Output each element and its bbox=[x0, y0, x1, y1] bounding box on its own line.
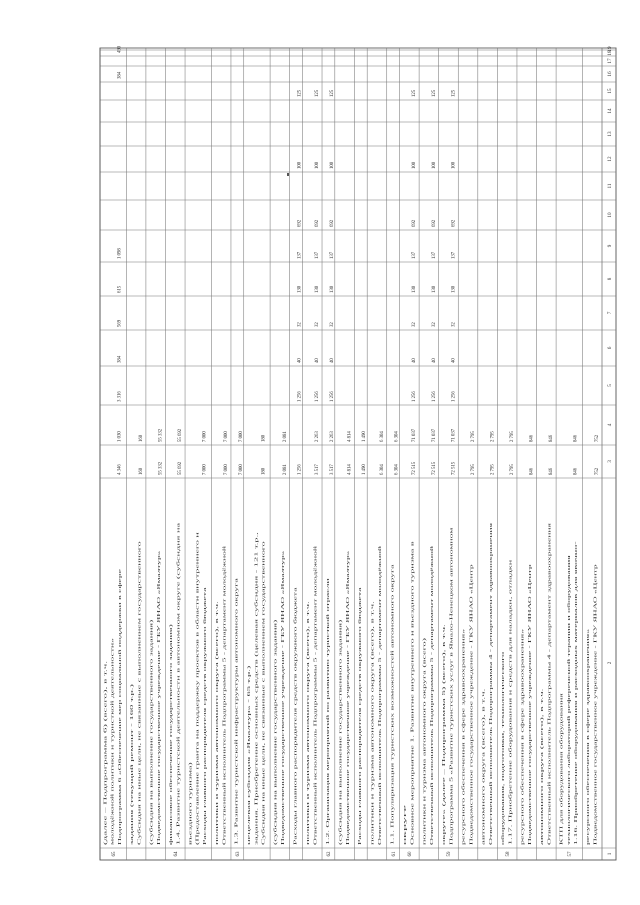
table-row bbox=[480, 431, 495, 845]
cell-value: 125 bbox=[451, 89, 457, 97]
table-row bbox=[370, 431, 385, 845]
cell-value: 1 256 bbox=[297, 391, 303, 402]
table-row bbox=[585, 434, 600, 845]
cell-value: 384 bbox=[117, 355, 123, 363]
cell-value: 130 bbox=[297, 285, 303, 293]
row-description: (Предоставление гранта на поддержку проектов в области внутреннего и bbox=[194, 701, 200, 845]
cell-value: 692 bbox=[412, 219, 418, 227]
table-row bbox=[187, 431, 207, 845]
row-description: Подведомственное государственное учреждение - ГКУ ЯНАО «Центр bbox=[526, 707, 532, 845]
cell-value: 2 795 bbox=[470, 431, 476, 442]
row-description: КТП для оборудования оборудования bbox=[558, 771, 564, 845]
column-number: 2 bbox=[606, 661, 613, 665]
row-description: Подпрограмма 5 «Развитие туристских услуг в Ямало-Ненецком автономном bbox=[448, 693, 454, 845]
cell-value: 40 bbox=[431, 358, 437, 363]
row-number: 57 bbox=[567, 851, 573, 857]
column-number: 12 bbox=[606, 156, 613, 162]
cell-value: 6 304 bbox=[394, 464, 400, 475]
cell-value: 40 bbox=[329, 358, 335, 363]
cell-value: 3 517 bbox=[329, 464, 335, 475]
table-row bbox=[500, 431, 515, 857]
cell-value: 40 bbox=[451, 358, 457, 363]
row-description: (далее – Подпрограмма 6) (всего), в т.ч. bbox=[102, 767, 108, 845]
cell-value: 752 bbox=[595, 434, 601, 442]
cell-value: 4 346 bbox=[117, 464, 123, 475]
column-number: 5 bbox=[606, 384, 613, 387]
cell-value: 100 bbox=[431, 161, 437, 169]
row-description: 1.16. Приобретение оборудования и расходных материалов для явочно- bbox=[573, 705, 579, 845]
table-row bbox=[168, 428, 183, 856]
table-row bbox=[357, 431, 367, 845]
cell-value: 71 037 bbox=[412, 428, 418, 442]
row-description: Подведомственное государственное учреждение - ГБУ ЯНАО «Ямалтур» bbox=[344, 701, 350, 845]
row-description: Ответственный исполнитель Подпрограммы 5 - департамент молодёжной bbox=[429, 700, 435, 845]
row-description: нецелевая субсидия «Ямалтур» - 65 т.р.) bbox=[246, 766, 252, 845]
cell-value: 32 bbox=[431, 322, 437, 327]
column-number: 11 bbox=[606, 183, 613, 189]
row-description: Расходы главного распорядителя средств окружного бюджета bbox=[292, 724, 298, 845]
cell-value: 2 795 bbox=[490, 431, 496, 442]
table-row bbox=[558, 434, 578, 856]
row-description: Ответственный исполнитель Подпрограммы 4 - департамент здравоохранения bbox=[487, 691, 493, 845]
cell-value: 615 bbox=[117, 285, 123, 293]
row-description: 1.17. Приобретение оборудования и средств для наладки, отладки bbox=[507, 716, 513, 845]
table-row bbox=[102, 45, 122, 856]
cell-value: 1 256 bbox=[412, 391, 418, 402]
row-description: (субсидия на выполнение государственного задания) bbox=[272, 741, 278, 845]
column-number: 15 bbox=[606, 88, 613, 94]
row-description: 1.3. Развитие туристской инфраструктуры автономного округа bbox=[233, 722, 239, 845]
cell-value: 125 bbox=[412, 89, 418, 97]
scan-speck bbox=[287, 173, 289, 176]
cell-value: 6 304 bbox=[394, 431, 400, 442]
cell-value: 1 256 bbox=[431, 391, 437, 402]
column-number: 17 bbox=[606, 58, 613, 64]
cell-value: 1 490 bbox=[362, 431, 368, 442]
cell-value: 55 332 bbox=[158, 428, 164, 442]
cell-value: 3 517 bbox=[315, 464, 321, 475]
cell-value: 692 bbox=[329, 219, 335, 227]
row-description: задания. Приобретение основных средств (целевая субсидия - 121 т.р., bbox=[253, 706, 259, 845]
cell-value: 40 bbox=[315, 358, 321, 363]
cell-value: 160 bbox=[139, 434, 145, 442]
cell-value: 2 263 bbox=[329, 431, 335, 442]
table-row bbox=[234, 431, 244, 857]
cell-value: 40 bbox=[297, 358, 303, 363]
row-number: 58 bbox=[505, 851, 511, 857]
cell-value: 137 bbox=[315, 251, 321, 259]
cell-value: 2 795 bbox=[510, 431, 516, 442]
table-row bbox=[390, 431, 400, 857]
cell-value: 1 256 bbox=[297, 464, 303, 475]
row-description: Ответственный исполнитель Подпрограммы 4 - департамент здравоохранения bbox=[546, 691, 552, 845]
cell-value: 130 bbox=[431, 285, 437, 293]
column-number: 13 bbox=[606, 131, 613, 137]
column-number: 4 bbox=[606, 423, 613, 427]
cell-value: 2 081 bbox=[282, 431, 288, 442]
row-description: округе» (далее – Подпрограмма 5) (всего), в т.ч. bbox=[441, 751, 447, 845]
table-row bbox=[422, 89, 437, 845]
column-number: 10 bbox=[606, 212, 613, 218]
cell-value: 72 515 bbox=[431, 461, 437, 475]
cell-value: 2 081 bbox=[282, 464, 288, 475]
row-number: 65 bbox=[111, 851, 117, 857]
column-number-header bbox=[607, 46, 613, 855]
row-number: 64 bbox=[173, 851, 179, 857]
cell-value: 72 515 bbox=[412, 461, 418, 475]
row-description: Подведомственное государственное учреждение - ГБУ ЯНАО «Ямалтур» bbox=[155, 701, 161, 845]
cell-value: 180 bbox=[261, 467, 267, 475]
cell-value: 32 bbox=[329, 322, 335, 327]
cell-value: 1 030 bbox=[117, 431, 123, 442]
row-description: (субсидия на выполнение государственного задания) bbox=[337, 741, 343, 845]
cell-value: 846 bbox=[529, 467, 535, 475]
cell-value: 125 bbox=[297, 89, 303, 97]
row-description: округе bbox=[402, 832, 408, 845]
column-number: 8 bbox=[606, 277, 613, 281]
row-description: Субсидия на иные цели, не связанные с выполнением государственного bbox=[136, 704, 142, 845]
cell-value: 569 bbox=[117, 319, 123, 327]
cell-value: 7 000 bbox=[238, 431, 244, 442]
cell-value: 7 000 bbox=[202, 464, 208, 475]
cell-value: 2 795 bbox=[470, 464, 476, 475]
row-description: Подведомственное государственное учреждение - ГКУ ЯНАО «Центр bbox=[592, 707, 598, 845]
cell-value: 1 098 bbox=[117, 248, 123, 259]
row-description: технологического лабораторий референсной терапии и оборудования bbox=[565, 709, 571, 845]
column-number: 7 bbox=[606, 311, 613, 315]
cell-value: 100 bbox=[315, 161, 321, 169]
cell-value: 1 490 bbox=[362, 464, 368, 475]
cell-value: 2 795 bbox=[510, 464, 516, 475]
row-description: политики и туризма автономного округа (всего), в т.ч. bbox=[369, 739, 375, 845]
cell-value: 55 332 bbox=[158, 461, 164, 475]
row-description: политики и туризма автономного округа (всего), в т.ч. bbox=[213, 739, 219, 845]
cell-value: 6 304 bbox=[379, 464, 385, 475]
row-description: 1.1. Популяризация туристских возможностей автономного округа bbox=[389, 714, 395, 845]
cell-value: 125 bbox=[315, 89, 321, 97]
row-description: финансовое обеспечение государственного задания) bbox=[167, 742, 173, 845]
cell-value: 32 bbox=[412, 322, 418, 327]
cell-value: 180 bbox=[261, 434, 267, 442]
cell-value: 130 bbox=[329, 285, 335, 293]
cell-value: 846 bbox=[573, 434, 579, 442]
cell-value: 137 bbox=[412, 251, 418, 259]
cell-value: 137 bbox=[431, 251, 437, 259]
row-description: ресурсного обеспечения в сфере здравоохранения» bbox=[519, 744, 525, 845]
table-row bbox=[305, 89, 320, 845]
row-description: политики и туризма автономного округа (всего), в т.ч. bbox=[304, 739, 310, 845]
cell-value: 137 bbox=[297, 251, 303, 259]
cell-value: 160 bbox=[139, 467, 145, 475]
cell-value: 692 bbox=[431, 219, 437, 227]
row-description: автономного округа (всего), в т.ч. bbox=[480, 779, 486, 845]
cell-value: 7 000 bbox=[224, 431, 230, 442]
cell-value: 125 bbox=[329, 89, 335, 97]
cell-value: 846 bbox=[549, 434, 555, 442]
cell-value: 130 bbox=[451, 285, 457, 293]
row-description: Расходы главного распорядителя средств окружного бюджета bbox=[202, 724, 208, 845]
cell-value: 490 bbox=[117, 45, 123, 53]
cell-value: 71 037 bbox=[431, 428, 437, 442]
row-description: Подпрограмма 6 «Обеспечение мер социальной поддержки в сфере bbox=[116, 712, 122, 845]
column-number: 14 bbox=[606, 108, 613, 114]
cell-value: 32 bbox=[315, 322, 321, 327]
row-number: 59 bbox=[447, 851, 453, 857]
row-description: Ответственный исполнитель Подпрограммы 5 - департамент молодёжной bbox=[221, 700, 227, 845]
row-description: ресурсного обеспечения в сфере здравоохранения» bbox=[460, 744, 466, 845]
cell-value: 4 814 bbox=[347, 431, 353, 442]
cell-value: 71 037 bbox=[451, 428, 457, 442]
column-number: 19 bbox=[606, 46, 613, 52]
row-description: автономного округа (всего), в т.ч. bbox=[539, 779, 545, 845]
cell-value: 55 692 bbox=[178, 428, 184, 442]
cell-value: 32 bbox=[451, 322, 457, 327]
table-row bbox=[214, 431, 229, 845]
row-description: Ответственный исполнитель Подпрограммы 5 - департамент молодёжной bbox=[377, 700, 383, 845]
table-row bbox=[292, 89, 302, 845]
column-number: 6 bbox=[606, 346, 613, 350]
table-row bbox=[461, 431, 476, 845]
row-number: 62 bbox=[327, 851, 333, 857]
cell-value: 2 263 bbox=[315, 431, 321, 442]
column-number: 1 bbox=[606, 852, 613, 856]
cell-value: 100 bbox=[329, 161, 335, 169]
cell-value: 846 bbox=[549, 467, 555, 475]
row-description: въездного туризма) bbox=[187, 807, 193, 845]
cell-value: 72 515 bbox=[451, 461, 457, 475]
cell-value: 100 bbox=[451, 161, 457, 169]
cell-value: 32 bbox=[297, 322, 303, 327]
cell-value: 55 692 bbox=[178, 461, 184, 475]
cell-value: 846 bbox=[573, 467, 579, 475]
cell-value: 125 bbox=[431, 89, 437, 97]
cell-value: 7 000 bbox=[238, 464, 244, 475]
cell-value: 2 795 bbox=[490, 464, 496, 475]
cell-value: 137 bbox=[329, 251, 335, 259]
cell-value: 4 814 bbox=[347, 464, 353, 475]
table-row bbox=[246, 434, 267, 845]
table-row bbox=[402, 89, 417, 856]
cell-value: 100 bbox=[412, 161, 418, 169]
row-description: (субсидия на выполнение государственного задания) bbox=[148, 741, 154, 845]
cell-value: 40 bbox=[412, 358, 418, 363]
table-row bbox=[539, 434, 554, 845]
cell-value: 1 256 bbox=[451, 391, 457, 402]
table-row bbox=[273, 431, 288, 845]
table-row bbox=[129, 434, 144, 845]
cell-value: 384 bbox=[117, 71, 123, 79]
row-number: 60 bbox=[408, 851, 414, 857]
row-description: Подведомственное государственное учреждение - ГКУ ЯНАО «Центр bbox=[468, 707, 474, 845]
row-description: Основное мероприятие 1. Развитие внутреннего и въездного туризма в bbox=[409, 706, 415, 845]
table-row bbox=[519, 434, 534, 845]
cell-value: 130 bbox=[315, 285, 321, 293]
cell-value: 137 bbox=[451, 251, 457, 259]
row-description: Расходы главного распорядителя средств окружного бюджета bbox=[357, 724, 363, 845]
cell-value: 130 bbox=[412, 285, 418, 293]
cell-value: 1 256 bbox=[315, 391, 321, 402]
column-number: 3 bbox=[606, 460, 613, 463]
cell-value: 692 bbox=[315, 219, 321, 227]
table-row bbox=[148, 428, 163, 845]
row-description: Ответственный исполнитель Подпрограммы 5 - департамент молодёжной bbox=[312, 700, 318, 845]
cell-value: 6 304 bbox=[379, 431, 385, 442]
cell-value: 1 256 bbox=[329, 391, 335, 402]
row-description: молодёжной политики и туристкой деятельности» bbox=[109, 746, 115, 845]
cell-value: 692 bbox=[451, 219, 457, 227]
cell-value: 7 000 bbox=[202, 431, 208, 442]
table-body bbox=[102, 45, 600, 856]
row-description: политики и туризма автономного округа (всего) bbox=[421, 751, 427, 845]
table-row bbox=[337, 431, 352, 845]
cell-value: 3 316 bbox=[117, 391, 123, 402]
cell-value: 100 bbox=[297, 161, 303, 169]
cell-value: 7 000 bbox=[224, 464, 230, 475]
row-description: 1.2. Организация мероприятий по развитию туристкой отрасли bbox=[324, 721, 330, 845]
table-row bbox=[441, 89, 456, 856]
table-row bbox=[325, 89, 335, 856]
row-description: Подведомственное государственное учреждение - ГБУ ЯНАО «Ямалтур» bbox=[280, 701, 286, 845]
row-description: Субсидия на иные цели, не связанные с выполнением государственного bbox=[260, 704, 266, 845]
row-description: задания (текущий ремонт - 160 т.р.) bbox=[128, 775, 134, 845]
row-description: ресурсного обеспечения в сфере здравоохранения» bbox=[584, 744, 590, 845]
row-number: 61 bbox=[391, 851, 397, 857]
cell-value: 846 bbox=[529, 434, 535, 442]
row-number: 63 bbox=[236, 851, 242, 857]
row-description: оборудования, подготовки, технологического bbox=[499, 756, 505, 845]
cell-value: 752 bbox=[595, 467, 601, 475]
row-description: 1.4. Развитие туристской деятельности в автономном округе (субсидия на bbox=[175, 700, 181, 845]
column-number: 16 bbox=[606, 71, 613, 77]
column-number: 18 bbox=[606, 50, 613, 56]
column-number: 9 bbox=[606, 244, 613, 248]
cell-value: 692 bbox=[297, 219, 303, 227]
